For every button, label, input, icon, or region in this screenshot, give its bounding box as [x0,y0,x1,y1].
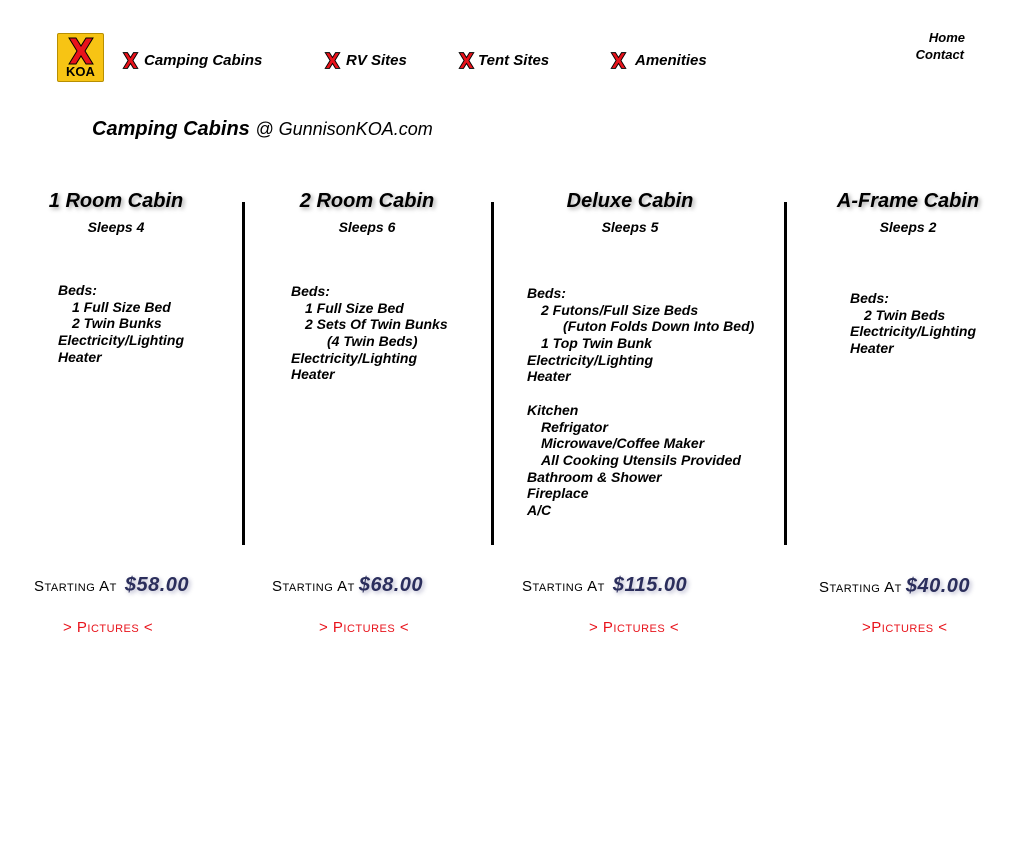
koa-x-icon [324,52,341,69]
cabin-sleeps: Sleeps 2 [879,219,937,235]
column-divider [242,202,245,545]
cabin-name: A-Frame Cabin [836,190,980,212]
starting-at-label: Starting At [272,578,355,595]
feature-item: Refrigator [541,418,608,435]
nav-label: Amenities [635,51,707,69]
nav-amenities[interactable] [610,49,707,71]
nav-tent-sites[interactable] [458,49,549,71]
nav-label: Camping Cabins [144,51,263,69]
page-title [92,118,433,141]
feature-item: Electricity/Lighting [527,351,654,368]
feature-item: Bathroom & Shower [527,468,662,485]
cabin-features [527,285,754,519]
cabin-price-row [272,574,423,597]
cabin-sleeps: Sleeps 4 [87,219,145,235]
koa-x-icon [610,52,627,69]
cabin-name: Deluxe Cabin [566,190,694,212]
contact-link[interactable]: Contact [915,47,964,62]
pictures-link[interactable]: >Pictures < [862,619,948,636]
feature-item: Electricity/Lighting [850,323,977,340]
feature-item: (Futon Folds Down Into Bed) [563,318,755,335]
cabin-features [58,282,184,365]
starting-at-label: Starting At [34,578,117,595]
feature-item: 2 Futons/Full Size Beds [541,301,699,318]
column-divider [491,202,494,545]
feature-item: Heater [850,340,894,357]
feature-item: Fireplace [527,485,589,502]
cabin-name: 2 Room Cabin [299,190,435,212]
feature-item: 2 Sets Of Twin Bunks [305,316,448,333]
pictures-link[interactable]: > Pictures < [63,619,154,636]
feature-item: (4 Twin Beds) [327,333,418,350]
feature-item: All Cooking Utensils Provided [541,451,741,468]
column-divider [784,202,787,545]
cabin-price: $115.00 [612,574,688,596]
cabin-price-row [819,575,970,598]
starting-at-label: Starting At [522,578,605,595]
pictures-link[interactable]: > Pictures < [319,619,410,636]
cabin-features [850,290,976,357]
feature-item: A/C [527,501,552,518]
feature-item: Beds: [850,290,889,306]
feature-spacer [527,385,754,402]
koa-x-icon [458,52,475,69]
nav-label: RV Sites [346,51,407,69]
feature-item: Electricity/Lighting [58,332,185,349]
nav-rv-sites[interactable] [324,49,407,71]
feature-item: Heater [291,366,335,383]
nav-camping-cabins[interactable] [122,49,262,71]
koa-logo[interactable] [57,33,104,82]
cabin-price-row [522,574,687,597]
starting-at-label: Starting At [819,579,902,596]
cabin-price: $40.00 [905,575,971,597]
feature-item: Beds: [527,285,566,301]
feature-item: Beds: [58,282,97,298]
cabin-name: 1 Room Cabin [48,190,184,212]
koa-x-icon [122,52,139,69]
feature-item: Beds: [291,283,330,299]
feature-item: 1 Full Size Bed [72,298,171,315]
page-title-site: @ GunnisonKOA.com [255,119,433,139]
cabin-sleeps: Sleeps 5 [601,219,659,235]
feature-item: Kitchen [527,401,579,418]
feature-item: 2 Twin Bunks [72,315,162,332]
feature-item: Heater [58,348,102,365]
pictures-link[interactable]: > Pictures < [589,619,680,636]
feature-item: Electricity/Lighting [291,349,418,366]
cabin-price: $68.00 [358,574,424,596]
home-link[interactable]: Home [928,30,965,45]
koa-logo-text: KOA [66,64,95,79]
feature-item: 1 Top Twin Bunk [541,335,652,352]
cabin-sleeps: Sleeps 6 [338,219,396,235]
feature-item: 2 Twin Beds [864,306,946,323]
feature-item: Microwave/Coffee Maker [541,435,705,452]
feature-item: Heater [527,368,571,385]
koa-logo-x-icon [67,37,95,65]
page-title-main: Camping Cabins [92,118,250,140]
feature-item: 1 Full Size Bed [305,299,404,316]
cabin-price-row [34,574,189,597]
cabin-price: $58.00 [124,574,190,596]
cabin-features [291,283,448,383]
nav-label: Tent Sites [478,51,550,69]
